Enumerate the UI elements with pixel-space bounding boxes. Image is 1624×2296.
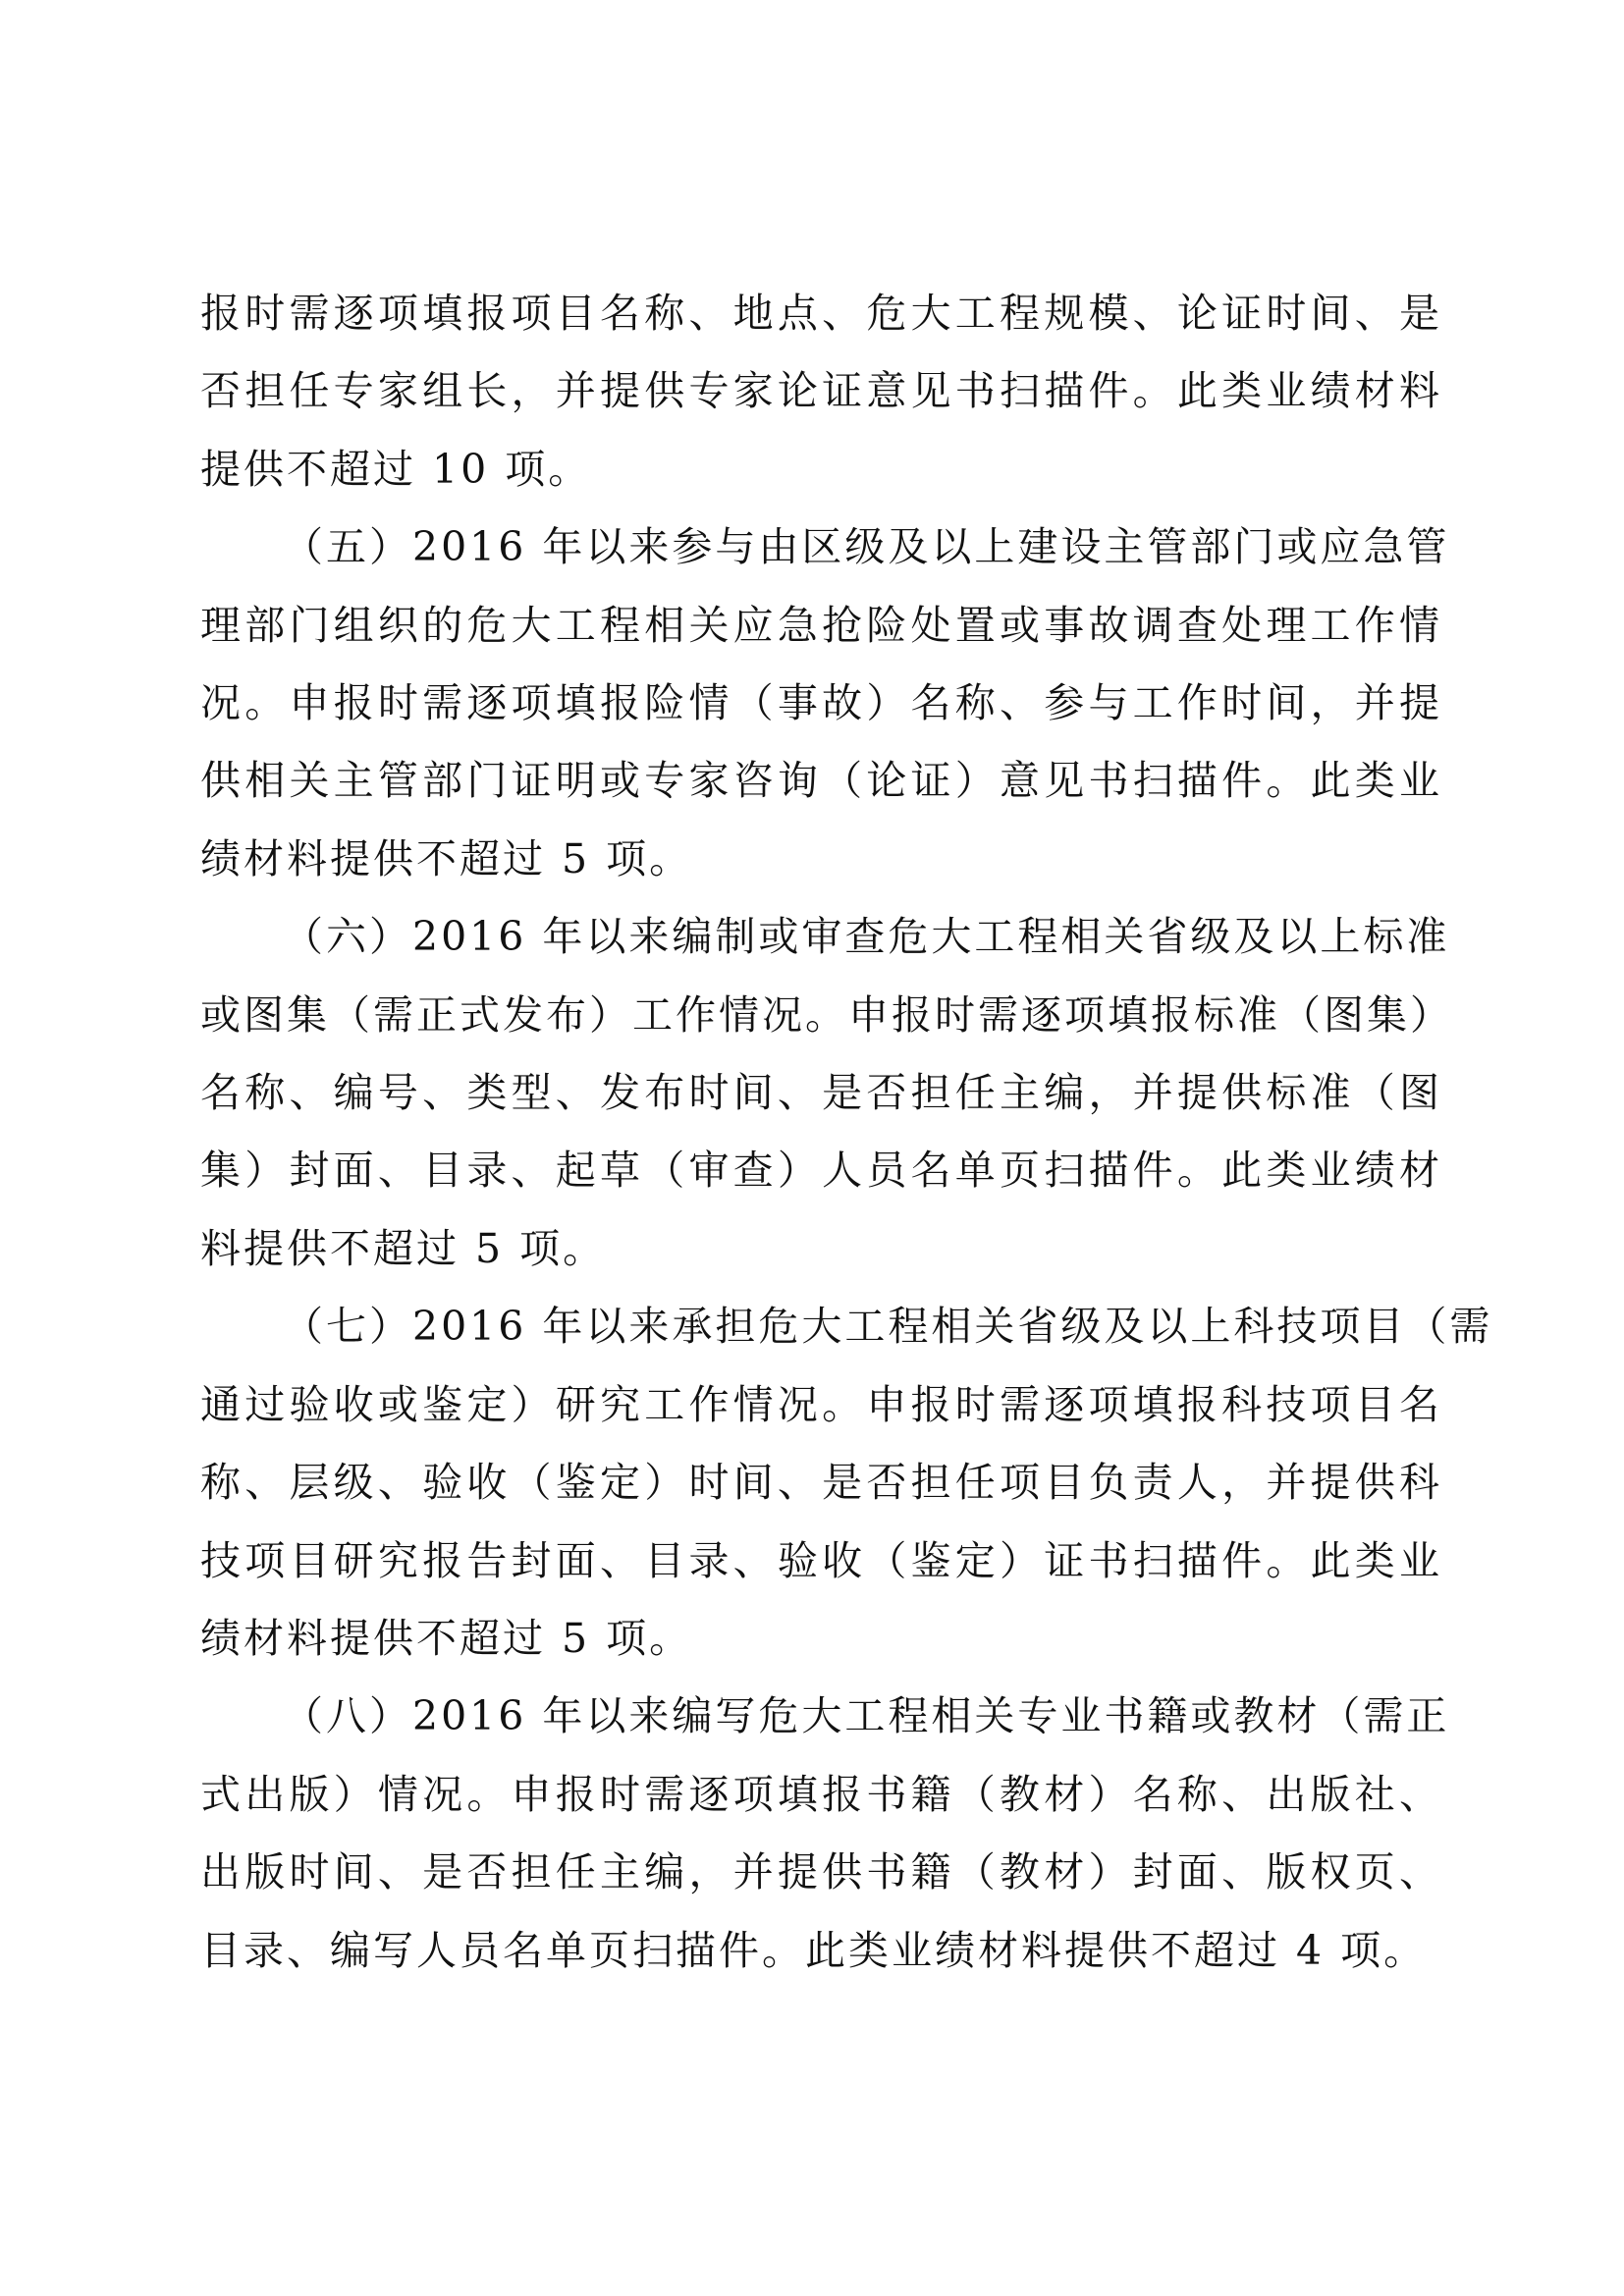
text-line: 供相关主管部门证明或专家咨询（论证）意见书扫描件。此类业 [200, 757, 1442, 805]
paragraph-item-5 [200, 508, 1450, 898]
text-line: 称、层级、验收（鉴定）时间、是否担任项目负责人，并提供科 [200, 1459, 1442, 1507]
text-line: 或图集（需正式发布）工作情况。申报时需逐项填报标准（图集） [200, 990, 1453, 1039]
text-line: 通过验收或鉴定）研究工作情况。申报时需逐项填报科技项目名 [200, 1380, 1442, 1428]
paragraph-continued [200, 275, 1442, 508]
text-line: （六）2016 年以来编制或审查危大工程相关省级及以上标准 [283, 913, 1450, 961]
text-line: 料提供不超过 5 项。 [200, 1224, 607, 1272]
text-line: 集）封面、目录、起草（审查）人员名单页扫描件。此类业绩材 [200, 1147, 1442, 1195]
text-line: 况。申报时需逐项填报险情（事故）名称、参与工作时间，并提 [200, 679, 1442, 727]
document-body [200, 275, 1493, 1990]
paragraph-item-8 [200, 1678, 1450, 1990]
paragraph-item-7 [200, 1288, 1493, 1678]
paragraph-item-6 [200, 898, 1453, 1288]
text-line: （五）2016 年以来参与由区级及以上建设主管部门或应急管 [283, 523, 1450, 571]
text-line: 报时需逐项填报项目名称、地点、危大工程规模、论证时间、是 [200, 290, 1442, 337]
text-line: 绩材料提供不超过 5 项。 [200, 834, 693, 882]
text-line: 理部门组织的危大工程相关应急抢险处置或事故调查处理工作情 [200, 601, 1442, 649]
text-line: （七）2016 年以来承担危大工程相关省级及以上科技项目（需 [283, 1303, 1493, 1351]
text-line: 提供不超过 10 项。 [200, 445, 592, 493]
text-line: 名称、编号、类型、发布时间、是否担任主编，并提供标准（图 [200, 1069, 1442, 1117]
text-line: （八）2016 年以来编写危大工程相关专业书籍或教材（需正 [283, 1692, 1450, 1740]
text-line: 绩材料提供不超过 5 项。 [200, 1614, 693, 1662]
text-line: 目录、编写人员名单页扫描件。此类业绩材料提供不超过 4 项。 [200, 1926, 1428, 1974]
text-line: 出版时间、是否担任主编，并提供书籍（教材）封面、版权页、 [200, 1848, 1442, 1896]
text-line: 否担任专家组长，并提供专家论证意见书扫描件。此类业绩材料 [200, 367, 1442, 415]
text-line: 式出版）情况。申报时需逐项填报书籍（教材）名称、出版社、 [200, 1770, 1442, 1818]
text-line: 技项目研究报告封面、目录、验收（鉴定）证书扫描件。此类业 [200, 1536, 1442, 1584]
